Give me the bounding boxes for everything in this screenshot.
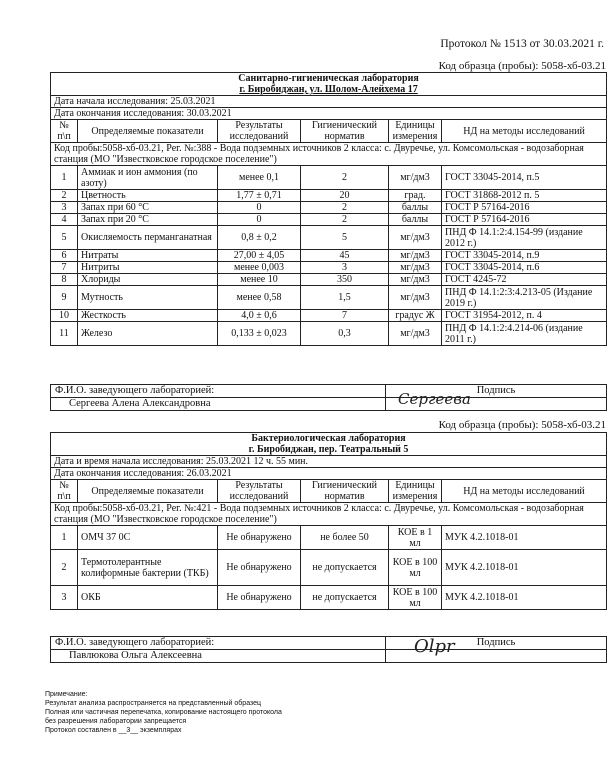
- protocol-title: Протокол № 1513 от 30.03.2021 г.: [440, 38, 604, 50]
- row-indicator: Термотолерантные колиформные бактерии (ТКБ): [78, 550, 218, 586]
- head-name: Сергеева Алена Александровна: [51, 398, 386, 411]
- row-norm: не допускается: [301, 550, 389, 586]
- row-indicator: Аммиак и ион аммония (по азоту): [78, 166, 218, 190]
- row-method: МУК 4.2.1018-01: [442, 586, 607, 610]
- row-units: мг/дм3: [389, 226, 442, 250]
- row-result: 1,77 ± 0,71: [218, 190, 301, 202]
- lab-name-text: Санитарно-гигиеническая лаборатория: [238, 73, 419, 84]
- table-row: [51, 550, 607, 586]
- table-row: [51, 202, 607, 214]
- row-num: 3: [51, 202, 78, 214]
- row-result: Не обнаружено: [218, 550, 301, 586]
- table-row: [51, 322, 607, 346]
- row-norm: 7: [301, 310, 389, 322]
- bacterio-head-signature: [50, 636, 607, 663]
- table-row: [51, 526, 607, 550]
- row-result: 0,133 ± 0,023: [218, 322, 301, 346]
- sample-info: Код пробы:5058-хб-03.21, Рег. №:421 - Вода подземных источников 2 класса: с. Двуречье, ул. Комсомольская - водозаборная станция (МО "Известковское городское поселение"): [51, 503, 607, 526]
- row-indicator: Нитриты: [78, 262, 218, 274]
- table-row: [51, 250, 607, 262]
- signature-pavlyukova: Оlpr: [414, 636, 455, 657]
- row-norm: 20: [301, 190, 389, 202]
- table-row: [51, 286, 607, 310]
- row-result: Не обнаружено: [218, 586, 301, 610]
- row-units: мг/дм3: [389, 262, 442, 274]
- row-units: КОЕ в 1 мл: [389, 526, 442, 550]
- signature-sergeeva: Сергеева: [398, 390, 471, 408]
- signature-label: Подпись: [386, 385, 607, 398]
- col-norm: Гигиенический норматив: [301, 480, 389, 503]
- sample-code-sanitary: Код образца (пробы): 5058-хб-03.21: [438, 60, 606, 72]
- row-num: 1: [51, 526, 78, 550]
- row-result: 27,00 ± 4,05: [218, 250, 301, 262]
- row-indicator: Окисляемость перманганатная: [78, 226, 218, 250]
- row-method: МУК 4.2.1018-01: [442, 550, 607, 586]
- row-norm: 2: [301, 166, 389, 190]
- row-result: менее 0,58: [218, 286, 301, 310]
- row-method: ПНД Ф 14.1:2:4.214-06 (издание 2011 г.): [442, 322, 607, 346]
- col-result: Результаты исследований: [218, 120, 301, 143]
- col-num: № п\п: [51, 120, 78, 143]
- col-units: Единицы измерения: [389, 120, 442, 143]
- bacterio-lab-table: [50, 432, 607, 610]
- row-indicator: Хлориды: [78, 274, 218, 286]
- row-result: менее 10: [218, 274, 301, 286]
- row-num: 8: [51, 274, 78, 286]
- row-norm: 2: [301, 214, 389, 226]
- row-units: баллы: [389, 202, 442, 214]
- row-units: градус Ж: [389, 310, 442, 322]
- row-num: 3: [51, 586, 78, 610]
- sample-info: Код пробы:5058-хб-03.21, Рег. №:388 - Вода подземных источников 2 класса: с. Двуречье, ул. Комсомольская - водозаборная станция (МО "Известковское городское поселение"): [51, 143, 607, 166]
- row-indicator: Запах при 20 °С: [78, 214, 218, 226]
- row-result: Не обнаружено: [218, 526, 301, 550]
- row-norm: 45: [301, 250, 389, 262]
- row-method: МУК 4.2.1018-01: [442, 526, 607, 550]
- lab-address: г. Биробиджан, пер. Театральный 5: [248, 444, 409, 455]
- head-label: Ф.И.О. заведующего лабораторией:: [51, 637, 386, 650]
- row-units: мг/дм3: [389, 250, 442, 262]
- notes: [45, 690, 282, 735]
- row-norm: 0,3: [301, 322, 389, 346]
- col-method: НД на методы исследований: [442, 120, 607, 143]
- row-indicator: ОМЧ 37 0С: [78, 526, 218, 550]
- sample-code-bacterio: Код образца (пробы): 5058-хб-03.21: [438, 419, 606, 431]
- start-date: Дата начала исследования: 25.03.2021: [51, 96, 607, 108]
- row-method: ГОСТ Р 57164-2016: [442, 202, 607, 214]
- head-name: Павлюкова Ольга Алексеевна: [51, 650, 386, 663]
- col-indicator: Определяемые показатели: [78, 120, 218, 143]
- column-headers: [51, 120, 607, 143]
- row-result: 0,8 ± 0,2: [218, 226, 301, 250]
- row-method: ГОСТ 33045-2014, п.5: [442, 166, 607, 190]
- table-row: [51, 310, 607, 322]
- column-headers: [51, 480, 607, 503]
- table-row: [51, 214, 607, 226]
- col-num: № п\п: [51, 480, 78, 503]
- col-indicator: Определяемые показатели: [78, 480, 218, 503]
- row-units: град.: [389, 190, 442, 202]
- row-indicator: Запах при 60 °С: [78, 202, 218, 214]
- row-units: баллы: [389, 214, 442, 226]
- row-norm: 2: [301, 202, 389, 214]
- lab-name: [51, 433, 607, 456]
- notes-line: без разрешения лаборатории запрещается: [45, 718, 187, 725]
- head-label: Ф.И.О. заведующего лабораторией:: [51, 385, 386, 398]
- row-method: ПНД Ф 14.1:2:4.154-99 (издание 2012 г.): [442, 226, 607, 250]
- row-result: менее 0,1: [218, 166, 301, 190]
- start-date: Дата и время начала исследования: 25.03.2021 12 ч. 55 мин.: [51, 456, 607, 468]
- notes-line: Протокол составлен в __3__ экземплярах: [45, 727, 182, 734]
- col-norm: Гигиенический норматив: [301, 120, 389, 143]
- lab-name: [51, 73, 607, 96]
- table-row: [51, 274, 607, 286]
- row-num: 2: [51, 550, 78, 586]
- notes-line: Полная или частичная перепечатка, копирование настоящего протокола: [45, 709, 282, 716]
- row-num: 5: [51, 226, 78, 250]
- row-norm: не более 50: [301, 526, 389, 550]
- row-units: КОЕ в 100 мл: [389, 550, 442, 586]
- row-result: 4,0 ± 0,6: [218, 310, 301, 322]
- row-method: ГОСТ 31868-2012 п. 5: [442, 190, 607, 202]
- row-method: ГОСТ 33045-2014, п.9: [442, 250, 607, 262]
- row-indicator: ОКБ: [78, 586, 218, 610]
- row-units: мг/дм3: [389, 286, 442, 310]
- col-units: Единицы измерения: [389, 480, 442, 503]
- row-units: мг/дм3: [389, 274, 442, 286]
- notes-title: Примечание:: [45, 691, 88, 698]
- row-num: 9: [51, 286, 78, 310]
- row-norm: 5: [301, 226, 389, 250]
- col-method: НД на методы исследований: [442, 480, 607, 503]
- lab-address: г. Биробиджан, ул. Шолом-Алейхема 17: [239, 84, 418, 95]
- row-units: мг/дм3: [389, 322, 442, 346]
- end-date: Дата окончания исследования: 30.03.2021: [51, 108, 607, 120]
- table-row: [51, 166, 607, 190]
- row-method: ГОСТ Р 57164-2016: [442, 214, 607, 226]
- table-row: [51, 190, 607, 202]
- row-num: 1: [51, 166, 78, 190]
- row-units: мг/дм3: [389, 166, 442, 190]
- sanitary-lab-table: [50, 72, 607, 346]
- table-row: [51, 226, 607, 250]
- row-num: 6: [51, 250, 78, 262]
- table-row: [51, 586, 607, 610]
- row-num: 7: [51, 262, 78, 274]
- row-method: ГОСТ 33045-2014, п.6: [442, 262, 607, 274]
- row-method: ГОСТ 31954-2012, п. 4: [442, 310, 607, 322]
- col-result: Результаты исследований: [218, 480, 301, 503]
- row-indicator: Нитраты: [78, 250, 218, 262]
- row-method: ПНД Ф 14.1:2:3:4.213-05 (Издание 2019 г.): [442, 286, 607, 310]
- row-indicator: Железо: [78, 322, 218, 346]
- row-num: 11: [51, 322, 78, 346]
- notes-line: Результат анализа распространяется на представленный образец: [45, 700, 262, 707]
- row-units: КОЕ в 100 мл: [389, 586, 442, 610]
- signature-label: Подпись: [386, 637, 607, 650]
- row-result: 0: [218, 214, 301, 226]
- row-norm: не допускается: [301, 586, 389, 610]
- row-norm: 350: [301, 274, 389, 286]
- sanitary-head-signature: [50, 384, 607, 411]
- row-indicator: Мутность: [78, 286, 218, 310]
- row-method: ГОСТ 4245-72: [442, 274, 607, 286]
- table-row: [51, 262, 607, 274]
- row-num: 10: [51, 310, 78, 322]
- row-norm: 3: [301, 262, 389, 274]
- row-indicator: Цветность: [78, 190, 218, 202]
- lab-name-text: Бактериологическая лаборатория: [251, 433, 406, 444]
- row-result: 0: [218, 202, 301, 214]
- row-num: 2: [51, 190, 78, 202]
- row-num: 4: [51, 214, 78, 226]
- row-indicator: Жесткость: [78, 310, 218, 322]
- row-norm: 1,5: [301, 286, 389, 310]
- end-date: Дата окончания исследования: 26.03.2021: [51, 468, 607, 480]
- row-result: менее 0,003: [218, 262, 301, 274]
